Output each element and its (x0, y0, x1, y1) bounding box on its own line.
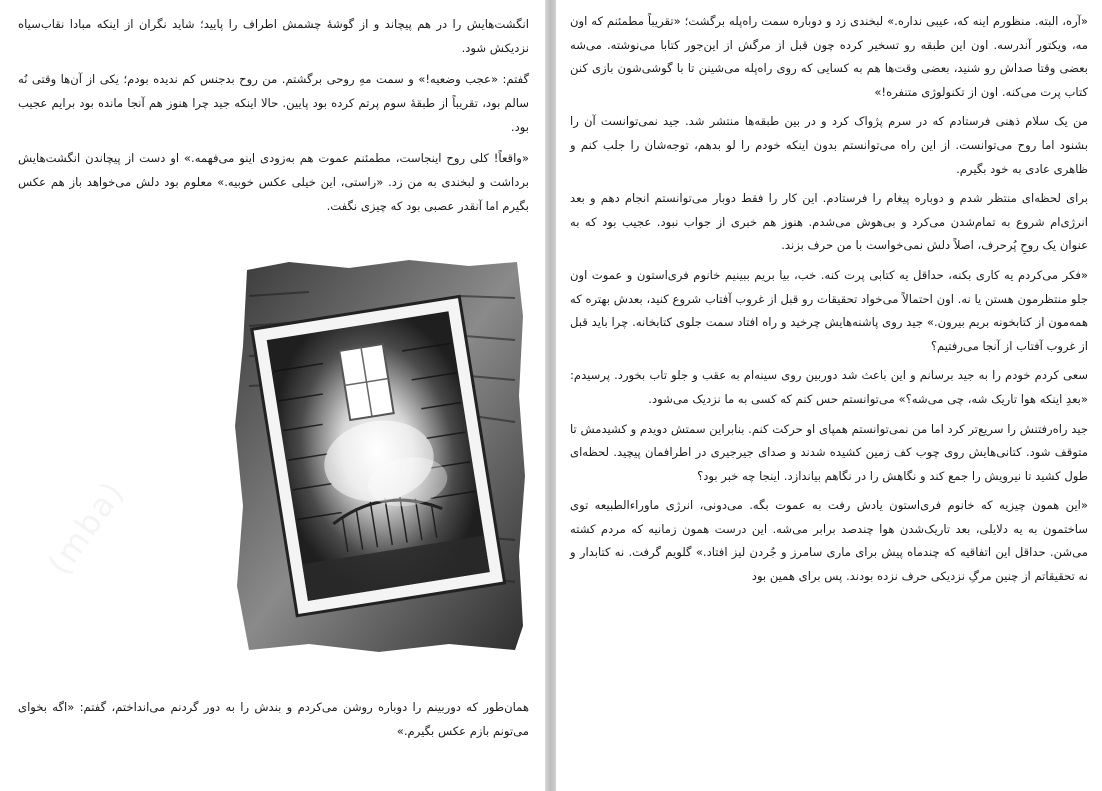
library-photo-icon (229, 256, 529, 656)
paragraph: انگشت‌هایش را در هم پیچاند و از گوشهٔ چشمش اطراف را پایید؛ شاید نگران از اینکه مبادا نقاب‌سیاه نزدیکش شود. (18, 17, 529, 55)
left-page (0, 0, 545, 791)
book-gutter (545, 0, 556, 791)
paragraph: گفتم: «عجب وضعیه!» و سمت مهِ روحی برگشتم. من روح بدجنس کم ندیده بودم؛ یکی از آن‌ها وقتی نُه سالم بود، تقریباً از طبقهٔ سوم پرتم کرده بود پایین. حالا اینکه جید چرا هنوز هم آنجا مانده بود برایم عجیب بود. (18, 72, 529, 134)
paragraph: «واقعاً! کلی روح اینجاست، مطمئنم عموت هم به‌زودی اینو می‌فهمه.» او دست از پیچاندن انگشت‌هایش برداشت و لبخندی به من زد. «راستی، این خیلی عکس خوبیه.» معلوم بود دلش می‌خواهد باز هم عکس بگیرم اما آنقدر عصبی بود که چیزی نگفت. (18, 151, 529, 213)
paragraph: همان‌طور که دوربینم را دوباره روشن می‌کردم و بندش را به دور گردنم می‌انداختم، گفتم: «اگه بخوای می‌تونم بازم عکس بگیرم.» (18, 700, 529, 738)
watermark: (mba) (40, 473, 132, 582)
right-page (556, 0, 1102, 791)
paragraph: من یک سلام ذهنی فرستادم که در سرم پژواک کرد و در بین طبقه‌ها منتشر شد. جید نمی‌توانست آن را بشنود اما روح می‌توانست. از این راه می‌توانستم بدون اینکه خودم را لو بدهم، توجه‌شان را جلب کنم و ظاهری عادی به خود بگیرم. (570, 114, 1088, 176)
paragraph: «آره، البته. منظورم اینه که، عیبی نداره.» لبخندی زد و دوباره سمت راه‌پله برگشت؛ «تقریباً مطمئنم که اون مه، ویکتور آندرسه. اون این طبقه رو تسخیر کرده چون قبل از مرگش از این‌جور کتابا می‌نوشته. می‌شه بعضی وقتا صداش رو شنید، بعضی وقت‌ها هم به کسایی که روی راه‌پله می‌شینن تا با گوشی‌شون بازی کنن کتاب پرت می‌کنه. اون از تکنولوژی متنفره!» (570, 14, 1088, 99)
paragraph: جید راه‌رفتنش را سریع‌تر کرد اما من نمی‌توانستم همپای او حرکت کنم. بنابراین سمتش دویدم و کشیدمش تا متوقف شود. کتانی‌هایش روی چوب کف زمین کشیده شدند و صدای جیرجیری در اطرافمان پیچید. لحظه‌ای طول کشید تا نیرویش را جمع کند و نگاهش را در نگاهم بیاندازد. اینجا چه خبر بود؟ (570, 421, 1088, 483)
paragraph: برای لحظه‌ای منتظر شدم و دوباره پیغام را فرستادم. این کار را فقط دوبار می‌توانستم انجام دهم و بعد انرژی‌ام شروع به تمام‌شدن می‌کرد و بی‌هوش می‌شدم. هنوز هم خبری از جواب نبود. عجیب بود که به عنوان یک روحِ پُرحرف، اصلاً دلش نمی‌خواست با من حرف بزند. (570, 191, 1088, 253)
library-photo (229, 256, 529, 656)
paragraph: «فکر می‌کردم یه کاری بکنه، حداقل یه کتابی پرت کنه. خب، بیا بریم ببینیم خانوم فری‌استون و عموت اون جلو منتظرمون هستن یا نه. اون احتمالاً می‌خواد تحقیقات رو قبل از غروب آفتاب شروع کنید، بعدش بهتره که همه‌مون از کتابخونه بریم بیرون.» جید روی پاشنه‌هایش چرخید و راه افتاد سمت جلوی کتابخانه. چرا باید قبل از غروب آفتاب از آنجا می‌رفتیم؟ (570, 267, 1088, 353)
paragraph: «این همون چیزیه که خانوم فری‌استون یادش رفت به عموت بگه. می‌دونی، انرژی ماوراءالطبیعه توی ساختمون به یه دلایلی، بعد تاریک‌شدن هوا چندصد برابر می‌شه. این درست همون زمانیه که مردم کشته می‌شن. حداقل این اتفاقیه که چندماه پیش برای ماری سامرز و جُردن لیز افتاد.» گلویم گرفت. نه کتابدار و نه تحقیقاتم از چنین مرگِ نزدیکی حرف نزده بودند. پس برای همین بود (570, 498, 1088, 584)
paragraph: سعی کردم خودم را به جید برسانم و این باعث شد دوربین روی سینه‌ام به عقب و جلو تاب بخورد. پرسیدم: «بعدِ اینکه هوا تاریک شه، چی می‌شه؟» می‌توانستم حس کنم که کسی به ما نزدیک می‌شود. (570, 368, 1088, 406)
